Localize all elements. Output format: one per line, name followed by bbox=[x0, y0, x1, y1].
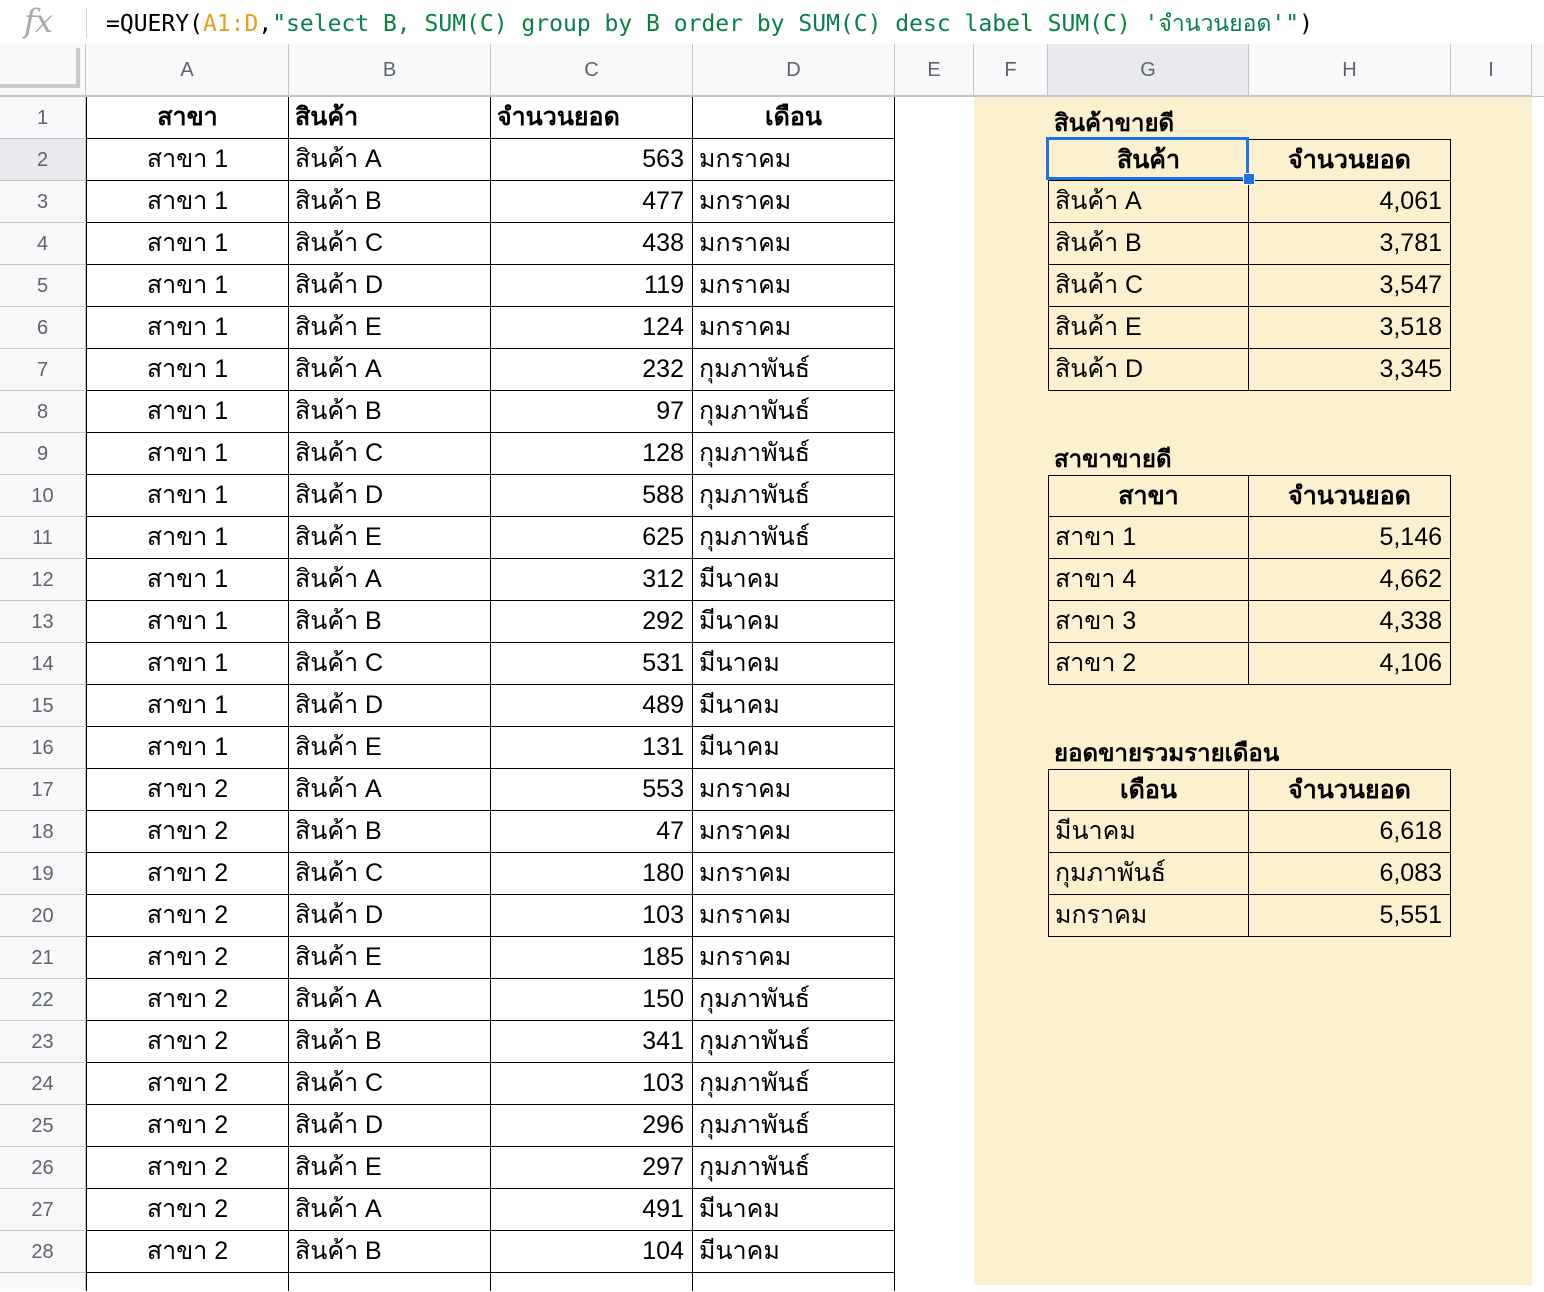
table-cell[interactable]: สินค้า E bbox=[289, 1147, 491, 1189]
table-cell[interactable]: สาขา 1 bbox=[86, 475, 289, 517]
table-cell[interactable]: มกราคม bbox=[693, 265, 895, 307]
table-cell[interactable]: สินค้า E bbox=[289, 517, 491, 559]
table-cell[interactable]: มีนาคม bbox=[693, 1231, 895, 1273]
summary-cell[interactable]: กุมภาพันธ์ bbox=[1048, 853, 1249, 895]
table-cell[interactable]: 563 bbox=[491, 139, 693, 181]
table-cell[interactable]: 180 bbox=[491, 853, 693, 895]
table-cell[interactable]: มกราคม bbox=[693, 223, 895, 265]
table-cell[interactable]: สินค้า A bbox=[289, 349, 491, 391]
table-cell[interactable]: 104 bbox=[491, 1231, 693, 1273]
row-header-21[interactable]: 21 bbox=[0, 937, 86, 979]
table-cell[interactable]: สาขา 2 bbox=[86, 811, 289, 853]
table-cell[interactable]: 312 bbox=[491, 559, 693, 601]
table-cell[interactable]: 625 bbox=[491, 517, 693, 559]
formula-input[interactable] bbox=[106, 6, 1313, 42]
table-cell[interactable]: มกราคม bbox=[693, 853, 895, 895]
summary-header-cell[interactable]: สินค้า bbox=[1048, 139, 1249, 181]
row-header-6[interactable]: 6 bbox=[0, 307, 86, 349]
table-cell[interactable]: สาขา 2 bbox=[86, 895, 289, 937]
table-cell[interactable]: สินค้า E bbox=[289, 307, 491, 349]
table-cell[interactable]: 438 bbox=[491, 223, 693, 265]
summary-cell[interactable]: สินค้า C bbox=[1048, 265, 1249, 307]
row-header-18[interactable]: 18 bbox=[0, 811, 86, 853]
table-cell[interactable]: สินค้า C bbox=[289, 433, 491, 475]
row-header-15[interactable]: 15 bbox=[0, 685, 86, 727]
table-cell[interactable]: มีนาคม bbox=[693, 1189, 895, 1231]
table-cell-partial[interactable] bbox=[86, 1273, 289, 1291]
table-cell[interactable]: 491 bbox=[491, 1189, 693, 1231]
table-cell[interactable]: สาขา 2 bbox=[86, 1105, 289, 1147]
table-cell[interactable]: มกราคม bbox=[693, 811, 895, 853]
table-cell[interactable]: สาขา 2 bbox=[86, 937, 289, 979]
summary-cell[interactable]: 3,518 bbox=[1249, 307, 1451, 349]
row-header-12[interactable]: 12 bbox=[0, 559, 86, 601]
table-cell[interactable]: สาขา 1 bbox=[86, 559, 289, 601]
table-cell[interactable]: สินค้า D bbox=[289, 475, 491, 517]
table-cell[interactable]: สาขา 1 bbox=[86, 601, 289, 643]
table-cell[interactable]: สินค้า D bbox=[289, 895, 491, 937]
row-header-11[interactable]: 11 bbox=[0, 517, 86, 559]
formula-query-string: "select B, SUM(C) group by B order by SUM(C) desc label SUM(C) 'จำนวนยอด'" bbox=[272, 11, 1300, 37]
summary-title[interactable]: ยอดขายรวมรายเดือน bbox=[1054, 740, 1280, 767]
table-cell[interactable]: สาขา 2 bbox=[86, 1147, 289, 1189]
table-cell[interactable]: มกราคม bbox=[693, 769, 895, 811]
column-header-e[interactable]: E bbox=[895, 44, 974, 96]
table-cell[interactable]: 531 bbox=[491, 643, 693, 685]
summary-cell[interactable]: 6,618 bbox=[1249, 811, 1451, 853]
table-cell[interactable]: 131 bbox=[491, 727, 693, 769]
table-cell[interactable]: สินค้า C bbox=[289, 1063, 491, 1105]
table-cell[interactable]: มกราคม bbox=[693, 937, 895, 979]
row-header-28[interactable]: 28 bbox=[0, 1231, 86, 1273]
summary-cell[interactable]: มีนาคม bbox=[1048, 811, 1249, 853]
table-cell[interactable]: 553 bbox=[491, 769, 693, 811]
row-header-26[interactable]: 26 bbox=[0, 1147, 86, 1189]
table-cell[interactable]: 103 bbox=[491, 895, 693, 937]
row-header-9[interactable]: 9 bbox=[0, 433, 86, 475]
summary-cell[interactable]: 4,106 bbox=[1249, 643, 1451, 685]
summary-cell[interactable]: สาขา 3 bbox=[1048, 601, 1249, 643]
table-cell[interactable]: กุมภาพันธ์ bbox=[693, 391, 895, 433]
header-cell[interactable]: จำนวนยอด bbox=[491, 97, 693, 139]
summary-cell[interactable]: สินค้า D bbox=[1048, 349, 1249, 391]
row-header-23[interactable]: 23 bbox=[0, 1021, 86, 1063]
summary-cell[interactable]: 3,345 bbox=[1249, 349, 1451, 391]
table-cell[interactable]: สินค้า A bbox=[289, 559, 491, 601]
table-cell[interactable]: กุมภาพันธ์ bbox=[693, 475, 895, 517]
table-cell[interactable]: มีนาคม bbox=[693, 727, 895, 769]
column-header-h[interactable]: H bbox=[1249, 44, 1451, 96]
summary-cell[interactable]: 4,061 bbox=[1249, 181, 1451, 223]
summary-header-cell[interactable]: สาขา bbox=[1048, 475, 1249, 517]
table-cell[interactable]: 489 bbox=[491, 685, 693, 727]
table-cell[interactable]: 341 bbox=[491, 1021, 693, 1063]
table-cell[interactable]: 47 bbox=[491, 811, 693, 853]
summary-cell[interactable]: 3,781 bbox=[1249, 223, 1451, 265]
table-cell[interactable]: สาขา 1 bbox=[86, 181, 289, 223]
column-header-b[interactable]: B bbox=[289, 44, 491, 96]
table-cell[interactable]: สาขา 1 bbox=[86, 349, 289, 391]
formula-bar bbox=[0, 0, 1544, 45]
table-cell[interactable]: มกราคม bbox=[693, 895, 895, 937]
table-cell[interactable]: สาขา 2 bbox=[86, 1231, 289, 1273]
column-header-d[interactable]: D bbox=[693, 44, 895, 96]
row-header-13[interactable]: 13 bbox=[0, 601, 86, 643]
formula-function: =QUERY( bbox=[106, 11, 203, 37]
formula-bar-divider bbox=[86, 8, 87, 38]
table-cell[interactable]: สินค้า B bbox=[289, 1231, 491, 1273]
table-cell[interactable]: สินค้า B bbox=[289, 391, 491, 433]
table-cell[interactable]: สาขา 1 bbox=[86, 643, 289, 685]
table-cell[interactable]: 185 bbox=[491, 937, 693, 979]
table-cell[interactable]: กุมภาพันธ์ bbox=[693, 433, 895, 475]
column-header-i[interactable]: I bbox=[1451, 44, 1532, 96]
table-cell[interactable]: กุมภาพันธ์ bbox=[693, 1063, 895, 1105]
table-cell[interactable]: มกราคม bbox=[693, 181, 895, 223]
summary-cell[interactable]: 6,083 bbox=[1249, 853, 1451, 895]
select-all-corner[interactable] bbox=[0, 44, 86, 96]
table-cell[interactable]: สินค้า B bbox=[289, 811, 491, 853]
table-cell[interactable]: สาขา 2 bbox=[86, 1063, 289, 1105]
row-header-4[interactable]: 4 bbox=[0, 223, 86, 265]
table-cell-partial[interactable] bbox=[693, 1273, 895, 1291]
table-cell[interactable]: สินค้า D bbox=[289, 1105, 491, 1147]
table-cell[interactable]: มีนาคม bbox=[693, 559, 895, 601]
table-cell[interactable]: สินค้า C bbox=[289, 223, 491, 265]
table-cell[interactable]: สาขา 1 bbox=[86, 727, 289, 769]
table-cell[interactable]: สาขา 1 bbox=[86, 433, 289, 475]
summary-cell[interactable]: สาขา 4 bbox=[1048, 559, 1249, 601]
table-cell[interactable]: สินค้า C bbox=[289, 643, 491, 685]
row-header-2[interactable]: 2 bbox=[0, 139, 86, 181]
row-header-17[interactable]: 17 bbox=[0, 769, 86, 811]
table-cell[interactable]: 292 bbox=[491, 601, 693, 643]
table-cell[interactable]: สาขา 1 bbox=[86, 307, 289, 349]
table-cell[interactable]: สาขา 1 bbox=[86, 223, 289, 265]
column-header-f[interactable]: F bbox=[974, 44, 1048, 96]
table-cell[interactable]: สาขา 1 bbox=[86, 685, 289, 727]
summary-cell[interactable]: สินค้า E bbox=[1048, 307, 1249, 349]
column-header-c[interactable]: C bbox=[491, 44, 693, 96]
row-header-20[interactable]: 20 bbox=[0, 895, 86, 937]
formula-close-paren: ) bbox=[1299, 11, 1313, 37]
table-cell[interactable]: กุมภาพันธ์ bbox=[693, 1105, 895, 1147]
header-cell[interactable]: สาขา bbox=[86, 97, 289, 139]
summary-header-cell[interactable]: จำนวนยอด bbox=[1249, 769, 1451, 811]
table-cell[interactable]: สินค้า C bbox=[289, 853, 491, 895]
table-cell[interactable]: 297 bbox=[491, 1147, 693, 1189]
summary-header-cell[interactable]: จำนวนยอด bbox=[1249, 475, 1451, 517]
table-cell[interactable]: สินค้า D bbox=[289, 265, 491, 307]
formula-range-ref: A1:D bbox=[202, 11, 259, 37]
column-header-g[interactable]: G bbox=[1048, 44, 1249, 96]
summary-cell[interactable]: 4,338 bbox=[1249, 601, 1451, 643]
summary-cell[interactable]: 5,551 bbox=[1249, 895, 1451, 937]
summary-header-cell[interactable]: เดือน bbox=[1048, 769, 1249, 811]
table-cell[interactable]: สาขา 1 bbox=[86, 517, 289, 559]
table-cell[interactable]: สาขา 2 bbox=[86, 769, 289, 811]
summary-cell[interactable]: มกราคม bbox=[1048, 895, 1249, 937]
table-cell[interactable]: สาขา 2 bbox=[86, 979, 289, 1021]
table-cell[interactable]: มีนาคม bbox=[693, 601, 895, 643]
row-header-1[interactable]: 1 bbox=[0, 97, 86, 139]
formula-comma: , bbox=[258, 11, 273, 37]
fill-handle[interactable] bbox=[1243, 173, 1255, 185]
header-cell[interactable]: สินค้า bbox=[289, 97, 491, 139]
table-cell[interactable]: สินค้า B bbox=[289, 181, 491, 223]
table-cell[interactable]: สินค้า A bbox=[289, 139, 491, 181]
summary-cell[interactable]: 4,662 bbox=[1249, 559, 1451, 601]
table-cell[interactable]: สินค้า B bbox=[289, 601, 491, 643]
table-cell[interactable]: กุมภาพันธ์ bbox=[693, 517, 895, 559]
table-cell[interactable]: 97 bbox=[491, 391, 693, 433]
table-cell[interactable]: 150 bbox=[491, 979, 693, 1021]
table-cell[interactable]: 128 bbox=[491, 433, 693, 475]
row-header-19[interactable]: 19 bbox=[0, 853, 86, 895]
table-cell[interactable]: มกราคม bbox=[693, 139, 895, 181]
summary-header-cell[interactable]: จำนวนยอด bbox=[1249, 139, 1451, 181]
column-header-a[interactable]: A bbox=[86, 44, 289, 96]
row-header-7[interactable]: 7 bbox=[0, 349, 86, 391]
table-cell[interactable]: สาขา 1 bbox=[86, 139, 289, 181]
table-cell-partial[interactable] bbox=[491, 1273, 693, 1291]
summary-cell[interactable]: สินค้า B bbox=[1048, 223, 1249, 265]
row-header-5[interactable]: 5 bbox=[0, 265, 86, 307]
summary-cell[interactable]: 3,547 bbox=[1249, 265, 1451, 307]
table-cell[interactable]: สินค้า A bbox=[289, 979, 491, 1021]
table-cell[interactable]: สินค้า A bbox=[289, 1189, 491, 1231]
row-header-22[interactable]: 22 bbox=[0, 979, 86, 1021]
table-cell[interactable]: สาขา 2 bbox=[86, 853, 289, 895]
table-cell[interactable]: สินค้า E bbox=[289, 727, 491, 769]
table-cell[interactable]: 232 bbox=[491, 349, 693, 391]
table-cell[interactable]: สินค้า B bbox=[289, 1021, 491, 1063]
row-header-8[interactable]: 8 bbox=[0, 391, 86, 433]
table-cell[interactable]: มกราคม bbox=[693, 307, 895, 349]
table-cell[interactable]: 103 bbox=[491, 1063, 693, 1105]
row-header-25[interactable]: 25 bbox=[0, 1105, 86, 1147]
table-cell[interactable]: กุมภาพันธ์ bbox=[693, 1147, 895, 1189]
table-cell[interactable]: 588 bbox=[491, 475, 693, 517]
table-cell[interactable]: 477 bbox=[491, 181, 693, 223]
table-cell[interactable]: 124 bbox=[491, 307, 693, 349]
row-header-14[interactable]: 14 bbox=[0, 643, 86, 685]
summary-title[interactable]: สินค้าขายดี bbox=[1054, 110, 1175, 137]
table-cell[interactable]: สาขา 2 bbox=[86, 1189, 289, 1231]
summary-cell[interactable]: สินค้า A bbox=[1048, 181, 1249, 223]
table-cell[interactable]: สาขา 1 bbox=[86, 391, 289, 433]
table-cell[interactable]: สาขา 1 bbox=[86, 265, 289, 307]
table-cell[interactable]: สินค้า A bbox=[289, 769, 491, 811]
row-header-16[interactable]: 16 bbox=[0, 727, 86, 769]
table-cell[interactable]: สินค้า D bbox=[289, 685, 491, 727]
fx-icon: fx bbox=[24, 2, 52, 40]
table-cell-partial[interactable] bbox=[289, 1273, 491, 1291]
table-cell[interactable]: สินค้า E bbox=[289, 937, 491, 979]
table-cell[interactable]: มีนาคม bbox=[693, 643, 895, 685]
row-header-27[interactable]: 27 bbox=[0, 1189, 86, 1231]
table-cell[interactable]: 296 bbox=[491, 1105, 693, 1147]
row-header-10[interactable]: 10 bbox=[0, 475, 86, 517]
table-cell[interactable]: กุมภาพันธ์ bbox=[693, 349, 895, 391]
row-header-3[interactable]: 3 bbox=[0, 181, 86, 223]
table-cell[interactable]: สาขา 2 bbox=[86, 1021, 289, 1063]
header-cell[interactable]: เดือน bbox=[693, 97, 895, 139]
table-cell[interactable]: 119 bbox=[491, 265, 693, 307]
row-header-partial[interactable] bbox=[0, 1273, 86, 1291]
summary-cell[interactable]: สาขา 1 bbox=[1048, 517, 1249, 559]
row-header-24[interactable]: 24 bbox=[0, 1063, 86, 1105]
summary-title[interactable]: สาขาขายดี bbox=[1054, 446, 1172, 473]
table-cell[interactable]: กุมภาพันธ์ bbox=[693, 1021, 895, 1063]
summary-cell[interactable]: สาขา 2 bbox=[1048, 643, 1249, 685]
table-cell[interactable]: กุมภาพันธ์ bbox=[693, 979, 895, 1021]
table-cell[interactable]: มีนาคม bbox=[693, 685, 895, 727]
summary-cell[interactable]: 5,146 bbox=[1249, 517, 1451, 559]
